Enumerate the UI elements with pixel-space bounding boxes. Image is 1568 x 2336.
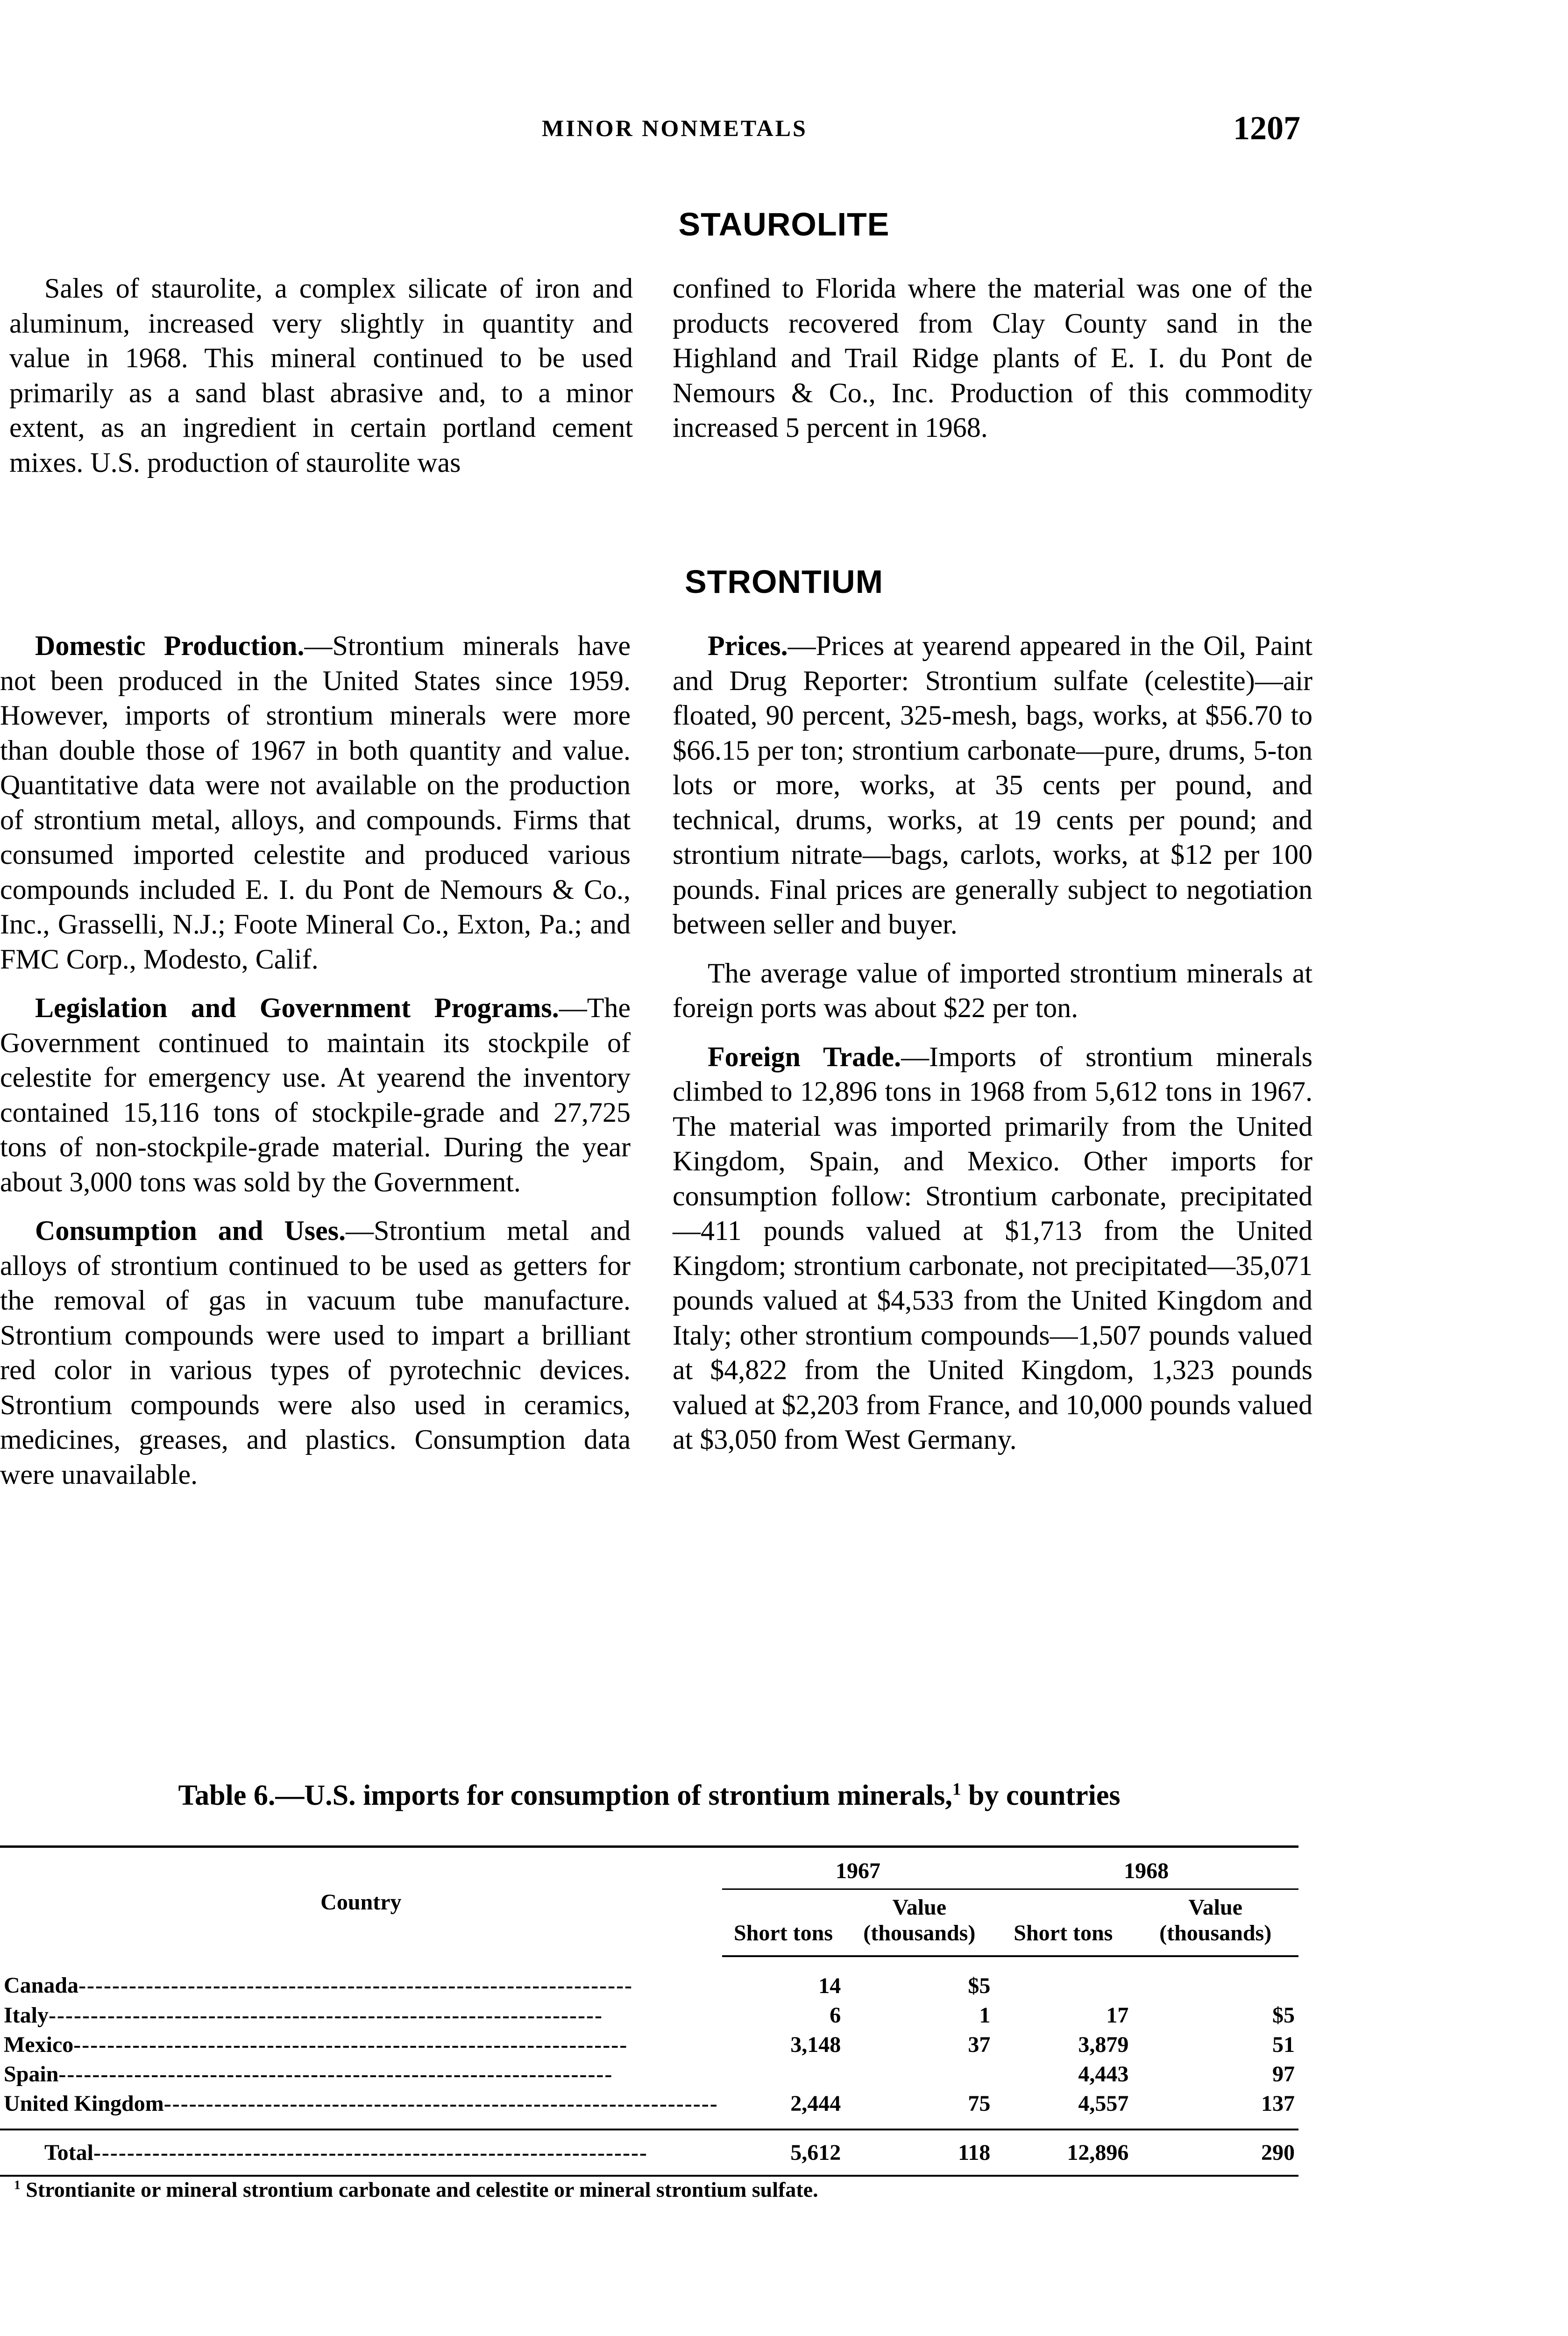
tons-1967-cell: 3,148 bbox=[790, 2032, 841, 2057]
footnote-mark: 1 bbox=[14, 2177, 21, 2192]
legislation-text: —The Government continued to maintain its stockpile of celestite for emergency use. At yearend the inventory contained 15,116 tons of stockpile-grade and 27,725 tons of non-stockpile-grade material. During the year about 3,000 tons was sold by the Government. bbox=[0, 992, 631, 1197]
consumption-text: —Strontium metal and alloys of strontium continued to be used as getters for the removal of gas in vacuum tube manufacture. Strontium compounds were used to impart a brilliant red color in various types of pyrotechnic devices. Strontium compounds were also used in ceramics, medicines, greases, and plastics. Consumption data were unavailable. bbox=[0, 1215, 631, 1490]
value-1967-cell: 37 bbox=[968, 2032, 991, 2057]
strontium-title: STRONTIUM bbox=[684, 563, 884, 600]
page-header bbox=[0, 109, 1568, 147]
staurolite-paragraph-2: confined to Florida where the material was one of the products recovered from Clay County sand in the Highland and Trail Ridge plants of E. I. du Pont de Nemours & Co., Inc. Production of this commodity increased 5 percent in 1968. bbox=[673, 273, 1313, 443]
value-1967-cell: 75 bbox=[968, 2091, 991, 2116]
value-1968-cell: 51 bbox=[1272, 2032, 1295, 2057]
total-label: Total bbox=[44, 2140, 93, 2165]
page-number: 1207 bbox=[1233, 109, 1300, 147]
staurolite-right-column bbox=[673, 271, 1313, 459]
value-1968-cell: 137 bbox=[1261, 2091, 1295, 2116]
staurolite-left-column bbox=[9, 271, 633, 494]
prices-heading: Prices. bbox=[708, 630, 788, 661]
staurolite-title: STAUROLITE bbox=[678, 206, 890, 242]
import-value-paragraph: The average value of imported strontium minerals at foreign ports was about $22 per ton. bbox=[673, 957, 1313, 1023]
tons-1968-cell: 4,557 bbox=[1078, 2091, 1129, 2116]
table-title bbox=[61, 1779, 1238, 1812]
domestic-production-paragraph bbox=[0, 628, 631, 976]
running-head: MINOR NONMETALS bbox=[542, 115, 808, 141]
prices-paragraph bbox=[673, 628, 1313, 942]
strontium-right-column bbox=[673, 628, 1313, 1471]
value-1967-cell: 1 bbox=[979, 2003, 991, 2028]
country-cell: Spain bbox=[4, 2062, 59, 2087]
foreign-trade-paragraph bbox=[673, 1040, 1313, 1457]
table-row: United Kingdom------------------------------------------------------------------ 2,444 75 4,557 137 bbox=[0, 2089, 1298, 2129]
tons-1968-cell: 17 bbox=[1106, 2003, 1129, 2028]
table-row: Spain------------------------------------------------------------------ 4,443 97 bbox=[0, 2059, 1298, 2089]
total-value-1967: 118 bbox=[844, 2129, 994, 2176]
tons-1967-cell: 6 bbox=[830, 2003, 841, 2028]
country-cell: United Kingdom bbox=[4, 2091, 164, 2116]
country-column-header: Country bbox=[0, 1847, 722, 1957]
value-1967-cell bbox=[844, 2059, 994, 2089]
tons-1967-cell bbox=[722, 2059, 845, 2089]
consumption-paragraph bbox=[0, 1213, 631, 1492]
value-1968-cell: $5 bbox=[1272, 2003, 1295, 2028]
table-total-row: Total------------------------------------------------------------------ 5,612 118 12,896 290 bbox=[0, 2129, 1298, 2176]
country-cell: Canada bbox=[4, 1973, 79, 1998]
prices-text: —Prices at yearend appeared in the Oil, Paint and Drug Reporter: Strontium sulfate (celestite)—air floated, 90 percent, 325-mesh, bags, works, at $56.70 to $66.15 per ton; strontium carbonate—pure, drums, 5-ton lots or more, works, at 35 cents per pound, and technical, drums, works, at 19 cents per pound; and strontium nitrate—bags, carlots, works, at $12 per 100 pounds. Final prices are generally subject to negotiation between seller and buyer. bbox=[673, 630, 1313, 940]
imports-table bbox=[0, 1845, 1298, 2177]
table-row: Italy------------------------------------------------------------------ 6 1 17 $5 bbox=[0, 2001, 1298, 2030]
strontium-left-column bbox=[0, 628, 631, 1506]
legislation-heading: Legislation and Government Programs. bbox=[35, 992, 559, 1023]
year-1968-header: 1968 bbox=[994, 1847, 1298, 1889]
table-title-suffix: by countries bbox=[961, 1780, 1121, 1811]
staurolite-paragraph-1: Sales of staurolite, a complex silicate of iron and aluminum, increased very slightly in quantity and value in 1968. This mineral continued to be used primarily as a sand blast abrasive and, to a minor extent, as an ingredient in certain portland cement mixes. U.S. production of staurolite was bbox=[9, 273, 633, 478]
total-value-1968: 290 bbox=[1132, 2129, 1298, 2176]
consumption-heading: Consumption and Uses. bbox=[35, 1215, 346, 1246]
foreign-trade-text: —Imports of strontium minerals climbed to 12,896 tons in 1968 from 5,612 tons in 1967. The material was imported primarily from the United Kingdom, Spain, and Mexico. Other imports for consumption follow: Strontium carbonate, precipitated—411 pounds valued at $1,713 from the United Kingdom; strontium carbonate, not precipitated—35,071 pounds valued at $4,533 from the United Kingdom and Italy; other strontium compounds—1,507 pounds valued at $4,822 from the United Kingdom, 1,323 pounds valued at $2,203 from France, and 10,000 pounds valued at $3,050 from West Germany. bbox=[673, 1041, 1313, 1455]
table-row: Mexico------------------------------------------------------------------ 3,148 37 3,879 51 bbox=[0, 2030, 1298, 2059]
legislation-paragraph bbox=[0, 990, 631, 1199]
year-1967-header: 1967 bbox=[722, 1847, 994, 1889]
tons-1968-cell bbox=[994, 1956, 1132, 2001]
tons-1967-cell: 2,444 bbox=[790, 2091, 841, 2116]
foreign-trade-heading: Foreign Trade. bbox=[708, 1041, 901, 1072]
value-1967-cell: $5 bbox=[968, 1973, 991, 1998]
value-1967-header: Value (thousands) bbox=[844, 1889, 994, 1957]
table-title-note: 1 bbox=[952, 1780, 961, 1799]
table-footnote bbox=[14, 2177, 1298, 2202]
table-row: Canada------------------------------------------------------------------ 14 $5 bbox=[0, 1956, 1298, 2001]
value-1968-cell bbox=[1132, 1956, 1298, 2001]
domestic-production-text: —Strontium minerals have not been produced in the United States since 1959. However, imports of strontium minerals were more than double those of 1967 in both quantity and value. Quantitative data were not available on the production of strontium metal, alloys, and compounds. Firms that consumed imported celestite and produced various compounds included E. I. du Pont de Nemours & Co., Inc., Grasselli, N.J.; Foote Mineral Co., Exton, Pa.; and FMC Corp., Modesto, Calif. bbox=[0, 630, 631, 975]
total-tons-1967: 5,612 bbox=[722, 2129, 845, 2176]
value-1968-cell: 97 bbox=[1272, 2062, 1295, 2087]
table-title-text: Table 6.—U.S. imports for consumption of strontium minerals, bbox=[178, 1780, 952, 1811]
value-1968-header: Value (thousands) bbox=[1132, 1889, 1298, 1957]
tons-1968-cell: 3,879 bbox=[1078, 2032, 1129, 2057]
total-tons-1968: 12,896 bbox=[994, 2129, 1132, 2176]
footnote-text: Strontianite or mineral strontium carbonate and celestite or mineral strontium sulfate. bbox=[26, 2178, 818, 2201]
tons-1968-cell: 4,443 bbox=[1078, 2062, 1129, 2087]
domestic-production-heading: Domestic Production. bbox=[35, 630, 305, 661]
country-cell: Mexico bbox=[4, 2032, 74, 2057]
short-tons-1968-header: Short tons bbox=[994, 1889, 1132, 1957]
short-tons-1967-header: Short tons bbox=[722, 1889, 845, 1957]
tons-1967-cell: 14 bbox=[818, 1973, 841, 1998]
country-cell: Italy bbox=[4, 2003, 49, 2028]
